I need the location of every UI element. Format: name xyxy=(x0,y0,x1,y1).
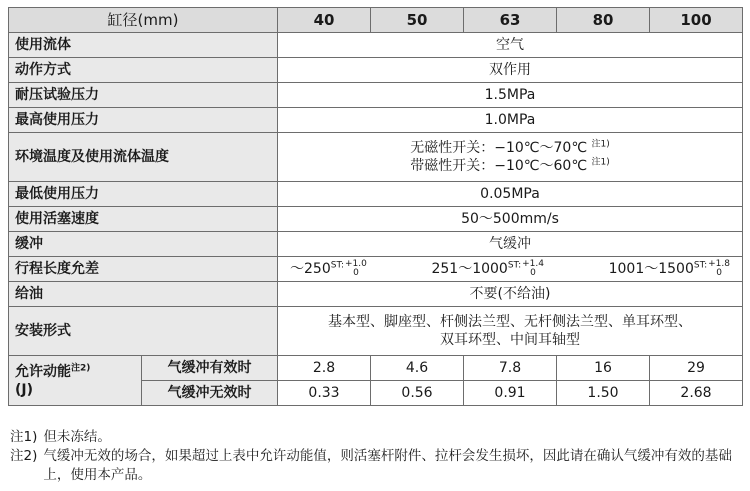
row-energy-effective xyxy=(9,356,743,381)
row-max-pressure xyxy=(9,108,743,133)
bore-80: 80 xyxy=(557,8,650,33)
cushion-value: 气缓冲 xyxy=(278,232,743,257)
energy-unit: (J) xyxy=(15,381,34,398)
bore-40: 40 xyxy=(278,8,371,33)
lube-label: 给油 xyxy=(9,282,278,307)
action-label: 动作方式 xyxy=(9,58,278,83)
row-lubrication xyxy=(9,282,743,307)
cushion-label: 缓冲 xyxy=(9,232,278,257)
bore-100: 100 xyxy=(650,8,743,33)
mount-line-1: 基本型、脚座型、杆侧法兰型、无杆侧法兰型、单耳环型、 xyxy=(328,314,692,330)
stroke-value xyxy=(278,257,743,282)
header-row xyxy=(9,8,743,33)
row-fluid xyxy=(9,33,743,58)
temp-value xyxy=(278,133,743,182)
maxp-value: 1.0MPa xyxy=(278,108,743,133)
footnote-1-text: 但未冻结。 xyxy=(43,429,111,445)
mount-value xyxy=(278,307,743,356)
footnote-2-text: 气缓冲无效的场合，如果超过上表中允许动能值，则活塞杆附件、拉杆会发生损坏，因此请在确认气缓冲有效的基础上，使用本产品。 xyxy=(43,448,732,483)
temp-label: 环境温度及使用流体温度 xyxy=(9,133,278,182)
temp-line-2: 带磁性开关：−10℃～60℃ $^{注1)}$ xyxy=(410,157,610,174)
footnotes xyxy=(10,428,740,485)
energy-ineff-63: 0.91 xyxy=(464,381,557,406)
minp-value: 0.05MPa xyxy=(278,182,743,207)
row-action xyxy=(9,58,743,83)
proof-value: 1.5MPa xyxy=(278,83,743,108)
energy-eff-100: 29 xyxy=(650,356,743,381)
energy-effective-label: 气缓冲有效时 xyxy=(142,356,278,381)
energy-ineff-40: 0.33 xyxy=(278,381,371,406)
maxp-label: 最高使用压力 xyxy=(9,108,278,133)
stroke-range-2: $251\sim 1000^{ST:}$ +1.4 0 xyxy=(431,259,544,278)
stroke-range-3: $1001\sim 1500^{ST:}$ +1.8 0 xyxy=(608,259,730,278)
row-mounting xyxy=(9,307,743,356)
footnote-1 xyxy=(10,428,740,447)
minp-label: 最低使用压力 xyxy=(9,182,278,207)
fluid-value: 空气 xyxy=(278,33,743,58)
stroke-label: 行程长度允差 xyxy=(9,257,278,282)
note-ref-1b: 注1) xyxy=(591,157,610,168)
row-min-pressure xyxy=(9,182,743,207)
note-ref-1: 注1) xyxy=(591,139,610,150)
energy-eff-80: 16 xyxy=(557,356,650,381)
row-stroke-tolerance xyxy=(9,257,743,282)
speed-value: 50～500mm/s xyxy=(278,207,743,232)
footnote-2-tag: 注2) xyxy=(10,448,38,464)
energy-label: 允许动能$^{注2)}$ (J) xyxy=(9,356,142,406)
energy-ineffective-label: 气缓冲无效时 xyxy=(142,381,278,406)
row-temperature xyxy=(9,133,743,182)
energy-ineff-80: 1.50 xyxy=(557,381,650,406)
spec-table xyxy=(8,7,743,406)
energy-eff-63: 7.8 xyxy=(464,356,557,381)
temp-line-1: 无磁性开关：−10℃～70℃ $^{注1)}$ xyxy=(410,139,610,156)
footnote-1-tag: 注1) xyxy=(10,429,38,445)
proof-label: 耐压试验压力 xyxy=(9,83,278,108)
bore-header: 缸径(mm) xyxy=(9,8,278,33)
bore-50: 50 xyxy=(371,8,464,33)
row-proof-pressure xyxy=(9,83,743,108)
energy-ineff-100: 2.68 xyxy=(650,381,743,406)
energy-eff-40: 2.8 xyxy=(278,356,371,381)
energy-ineff-50: 0.56 xyxy=(371,381,464,406)
row-cushion xyxy=(9,232,743,257)
energy-eff-50: 4.6 xyxy=(371,356,464,381)
bore-63: 63 xyxy=(464,8,557,33)
stroke-range-1: $\sim 250^{ST:}$ +1.0 0 xyxy=(290,259,367,278)
row-speed xyxy=(9,207,743,232)
mount-label: 安装形式 xyxy=(9,307,278,356)
speed-label: 使用活塞速度 xyxy=(9,207,278,232)
action-value: 双作用 xyxy=(278,58,743,83)
note-ref-2: 注2) xyxy=(71,362,91,373)
fluid-label: 使用流体 xyxy=(9,33,278,58)
mount-line-2: 双耳环型、中间耳轴型 xyxy=(440,332,580,348)
lube-value: 不要(不给油) xyxy=(278,282,743,307)
footnote-2 xyxy=(10,447,740,485)
